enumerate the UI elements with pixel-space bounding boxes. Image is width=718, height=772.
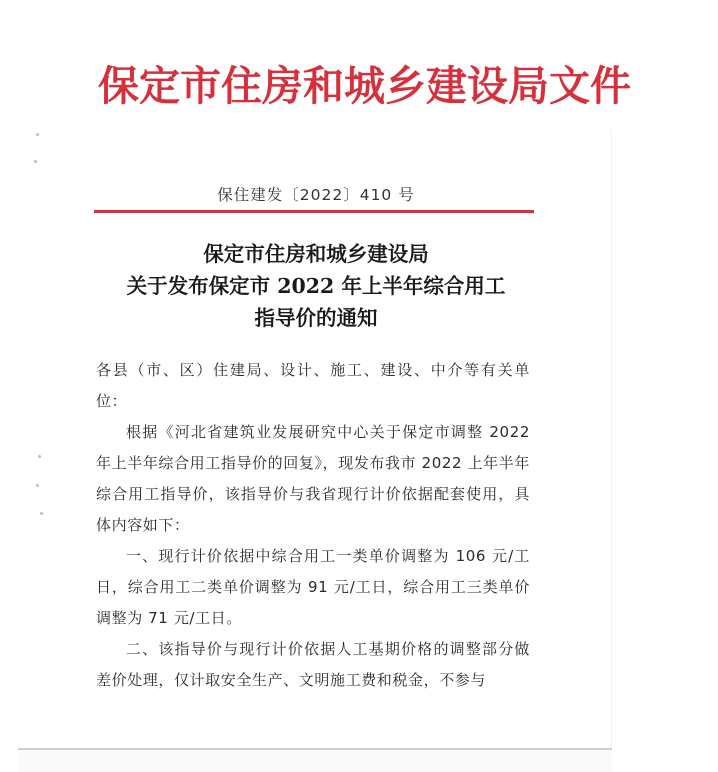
paragraph-item-1: 一、现行计价依据中综合用工一类单价调整为 106 元/工日，综合用工二类单价调整为 91 元/工日，综合用工三类单价调整为 71 元/工日。	[96, 547, 530, 627]
scan-speck	[34, 160, 37, 163]
paragraph-intro: 根据《河北省建筑业发展研究中心关于保定市调整 2022 年上半年综合用工指导价的回复》，现发布我市 2022 上年半年综合用工指导价，该指导价与我省现行计价依据配套使用，具体内容如下：	[96, 423, 530, 534]
agency-header-title: 保定市住房和城乡建设局文件	[98, 62, 631, 110]
salutation: 各县（市、区）住建局、设计、施工、建设、中介等有关单位：	[96, 361, 530, 410]
notice-title-line-3: 指导价的通知	[254, 306, 378, 330]
scan-speck	[36, 133, 39, 136]
page-bottom-shadow	[18, 750, 612, 772]
document-number: 保住建发〔2022〕410 号	[217, 186, 415, 204]
document-body	[96, 355, 530, 696]
scan-speck	[36, 484, 39, 487]
scan-speck	[40, 512, 43, 515]
notice-title-line-2: 关于发布保定市 2022 年上半年综合用工	[126, 274, 506, 298]
paragraph-item-2: 二、该指导价与现行计价依据人工基期价格的调整部分做差价处理，仅计取安全生产、文明施工费和税金，不参与	[96, 640, 530, 689]
scan-speck	[38, 455, 41, 458]
notice-title	[0, 238, 632, 334]
notice-title-line-1: 保定市住房和城乡建设局	[203, 242, 429, 266]
page-right-edge	[611, 130, 612, 750]
red-divider-line	[94, 210, 534, 213]
